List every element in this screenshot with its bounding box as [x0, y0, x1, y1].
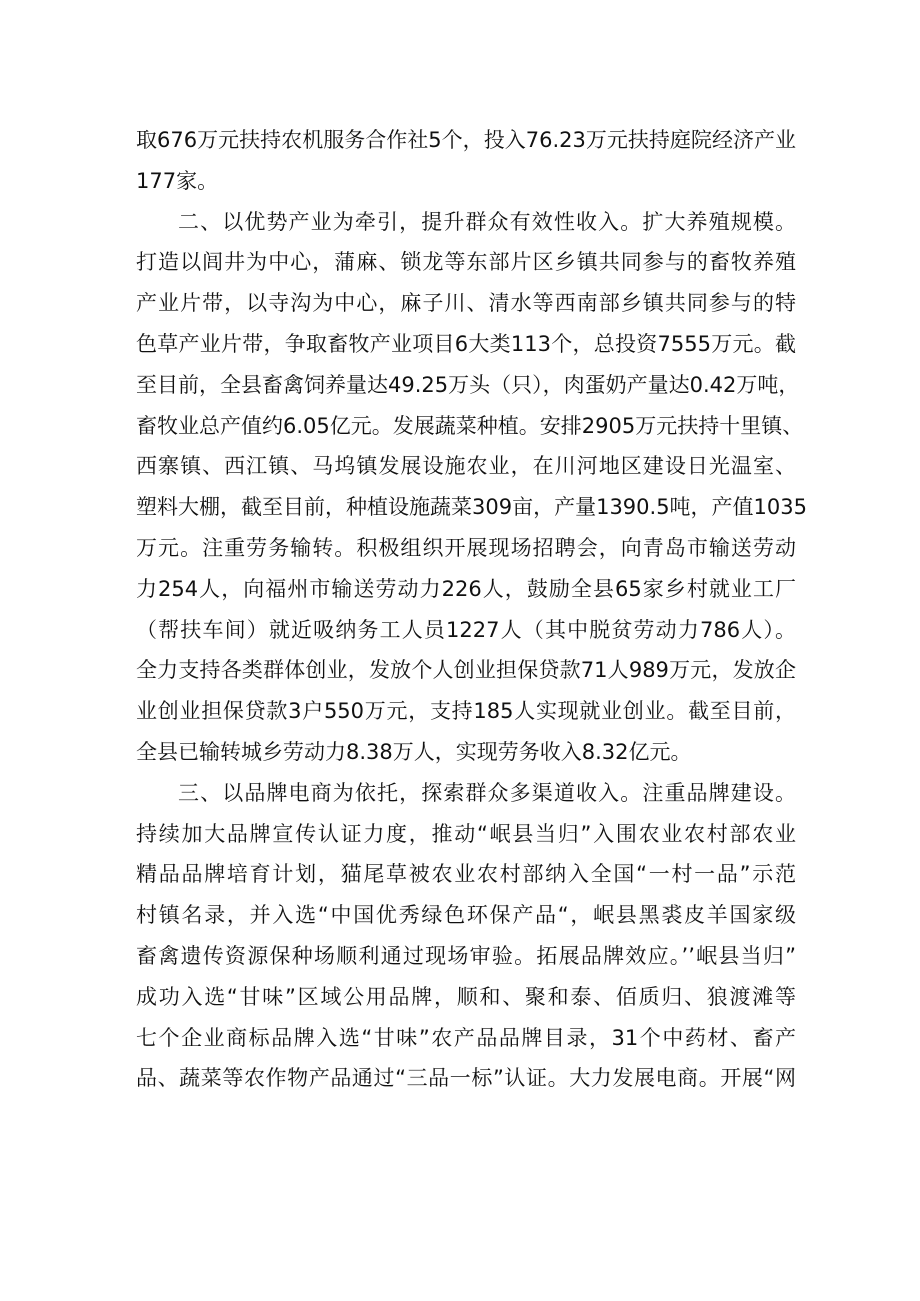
text-line-14: 全力支持各类群体创业，发放个人创业担保贷款71人989万元，发放企	[136, 658, 796, 683]
text-line-11: 万元。注重劳务输转。积极组织开展现场招聘会，向青岛市输送劳动	[136, 535, 796, 560]
text-line-1: 取676万元扶持农机服务合作社5个，投入76.23万元扶持庭院经济产业	[136, 128, 796, 152]
text-line-19: 精品品牌培育计划，猫尾草被农业农村部纳入全国“一村一品”示范	[136, 862, 796, 887]
text-line-16: 全县已输转城乡劳动力8.38万人，实现劳务收入8.32亿元。	[136, 739, 692, 764]
text-line-21: 畜禽遗传资源保种场顺利通过现场审验。拓展品牌效应。’’岷县当归”	[136, 943, 796, 968]
text-line-2: 177家。	[136, 168, 219, 193]
text-line-18: 持续加大品牌宣传认证力度，推动“岷县当归”入围农业农村部农业	[136, 821, 796, 846]
text-line-10: 塑料大棚，截至目前，种植设施蔬菜309亩，产量1390.5吨，产值1035	[136, 495, 808, 520]
text-line-20: 村镇名录，并入选“中国优秀绿色环保产品“，岷县黑裘皮羊国家级	[136, 903, 796, 928]
text-line-13: （帮扶车间）就近吸纳务工人员1227人（其中脱贫劳动力786人）。	[136, 617, 796, 642]
text-line-8: 畜牧业总产值约6.05亿元。发展蔬菜种植。安排2905万元扶持十里镇、	[136, 413, 804, 438]
text-line-22: 成功入选“甘味”区域公用品牌，顺和、聚和泰、佰质归、狼渡滩等	[136, 984, 796, 1009]
text-line-23: 七个企业商标品牌入选“甘味”农产品品牌目录，31个中药材、畜产	[136, 1025, 796, 1050]
text-line-24: 品、蔬菜等农作物产品通过“三品一标”认证。大力发展电商。开展“网	[136, 1066, 796, 1091]
text-line-17: 三、以品牌电商为依托，探索群众多渠道收入。注重品牌建设。	[178, 780, 796, 805]
text-line-6: 色草产业片带，争取畜牧产业项目6大类113个，总投资7555万元。截	[136, 331, 796, 356]
text-line-5: 产业片带，以寺沟为中心，麻子川、清水等西南部乡镇共同参与的特	[136, 291, 796, 316]
body-text	[136, 120, 808, 1099]
text-line-3: 二、以优势产业为牵引，提升群众有效性收入。扩大养殖规模。	[178, 209, 796, 234]
text-line-12: 力254人，向福州市输送劳动力226人，鼓励全县65家乡村就业工厂	[136, 576, 796, 601]
text-line-7: 至目前，全县畜禽饲养量达49.25万头（只），肉蛋奶产量达0.42万吨，	[136, 372, 800, 397]
text-line-9: 西寨镇、西江镇、马坞镇发展设施农业，在川河地区建设日光温室、	[136, 454, 796, 479]
text-line-4: 打造以闾井为中心，蒲麻、锁龙等东部片区乡镇共同参与的畜牧养殖	[136, 250, 796, 275]
text-line-15: 业创业担保贷款3户550万元，支持185人实现就业创业。截至目前，	[136, 699, 796, 724]
